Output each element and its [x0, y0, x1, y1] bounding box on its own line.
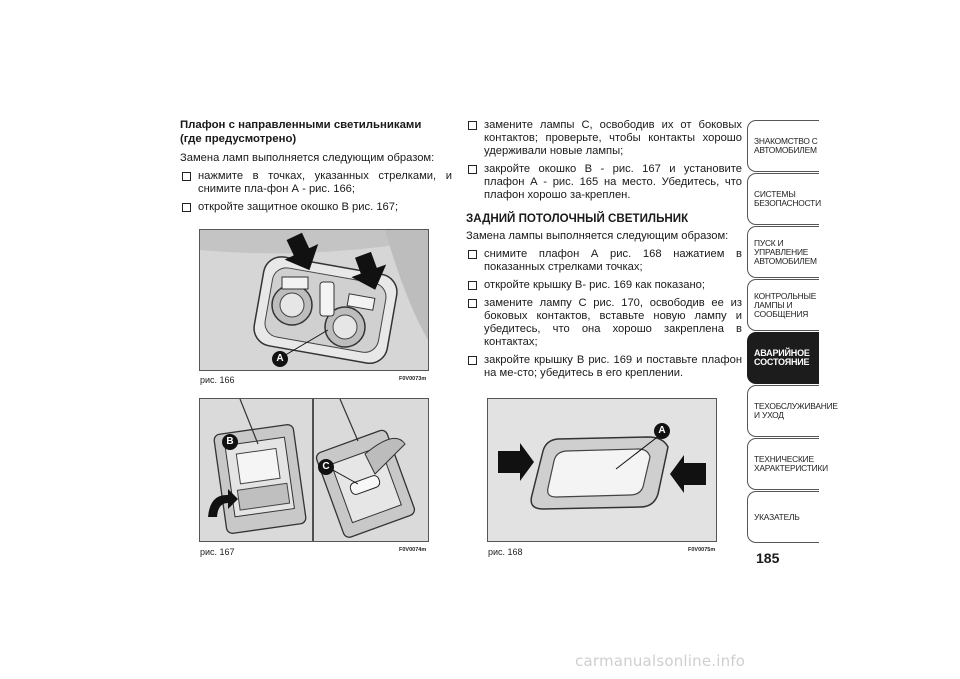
intro-text: Замена ламп выполняется следующим образом:: [180, 152, 435, 164]
tab-maintenance[interactable]: [747, 385, 838, 437]
figure-167: [199, 398, 429, 542]
list-item: откройте защитное окошко В рис. 167;: [180, 201, 452, 214]
tab-emergency[interactable]: [747, 332, 819, 384]
tab-safety-systems[interactable]: [747, 173, 819, 225]
tab-index[interactable]: [747, 491, 819, 543]
watermark: carmanualsonline.info: [575, 652, 746, 670]
figure-167-caption: рис. 167: [200, 547, 235, 557]
tab-label: КОНТРОЛЬНЫЕ ЛАМПЫ И СООБЩЕНИЯ: [754, 290, 817, 319]
label-c: C: [322, 461, 330, 472]
rear-lamp-illustration: [488, 399, 716, 541]
tab-starting-driving[interactable]: [747, 226, 819, 278]
chapter-tabs: [747, 120, 838, 544]
subheading: ЗАДНИЙ ПОТОЛОЧНЫЙ СВЕТИЛЬНИК: [466, 212, 689, 225]
lamp-window-illustration: [200, 399, 428, 541]
tab-warning-lights[interactable]: [747, 279, 819, 331]
figure-168-caption: рис. 168: [488, 547, 523, 557]
heading-line-2: (где предусмотрено): [180, 132, 297, 145]
tab-label: УКАЗАТЕЛЬ: [754, 511, 800, 522]
list-item: нажмите в точках, указанных стрелками, и снимите пла-фон А - рис. 166;: [180, 170, 452, 196]
label-a: A: [658, 425, 666, 436]
label-b-marker: [222, 434, 238, 450]
label-c-marker: [318, 459, 334, 475]
list-item: замените лампы С, освободив их от боковых контактов; проверьте, чтобы контакты хорошо удерживали новые лампы;: [466, 119, 742, 158]
figure-168: [487, 398, 717, 542]
figure-168-code: F0V0075m: [688, 547, 716, 553]
list-item: закройте крышку В рис. 169 и поставьте плафон на ме-сто; убедитесь в его креплении.: [466, 354, 742, 380]
list-item: снимите плафон А рис. 168 нажатием в показанных стрелками точках;: [466, 248, 742, 274]
right-column: [466, 119, 742, 385]
section-heading: [180, 119, 452, 146]
left-column: [180, 119, 452, 219]
tab-label: АВАРИЙНОЕ СОСТОЯНИЕ: [754, 348, 810, 367]
tab-label: ПУСК И УПРАВЛЕНИЕ АВТОМОБИЛЕМ: [754, 237, 817, 266]
label-a-marker: [654, 423, 670, 439]
tab-label: ТЕХНИЧЕСКИЕ ХАРАКТЕРИСТИКИ: [754, 454, 828, 473]
tab-label: ТЕХОБСЛУЖИВАНИЕ И УХОД: [754, 401, 838, 420]
heading-line-1: Плафон с направленными светильниками: [180, 119, 422, 131]
tab-technical-specs[interactable]: [747, 438, 828, 490]
tab-label: ЗНАКОМСТВО С АВТОМОБИЛЕМ: [754, 136, 818, 155]
figure-166: [199, 229, 429, 371]
label-a: A: [276, 353, 284, 364]
list-item: закройте окошко В - рис. 167 и установите плафон А - рис. 165 на место. Убедитесь, что плафон хорошо за-креплен.: [466, 163, 742, 202]
list-item: откройте крышку В- рис. 169 как показано;: [466, 279, 742, 292]
ceiling-lamp-illustration: [200, 230, 428, 370]
label-a-marker: [272, 351, 288, 367]
figure-166-code: F0V0073m: [399, 376, 427, 382]
label-b: B: [226, 436, 234, 447]
figure-166-caption: рис. 166: [200, 375, 235, 385]
list-item: замените лампу С рис. 170, освободив ее из боковых контактов, вставьте новую лампу и убедитесь, что она хорошо закреплена в контактах;: [466, 297, 742, 349]
intro-text: Замена лампы выполняется следующим образом:: [466, 230, 729, 242]
tab-label: СИСТЕМЫ БЕЗОПАСНОСТИ: [754, 189, 821, 208]
figure-167-code: F0V0074m: [399, 547, 427, 553]
page-number: 185: [756, 550, 780, 566]
tab-vehicle-intro[interactable]: [747, 120, 819, 172]
